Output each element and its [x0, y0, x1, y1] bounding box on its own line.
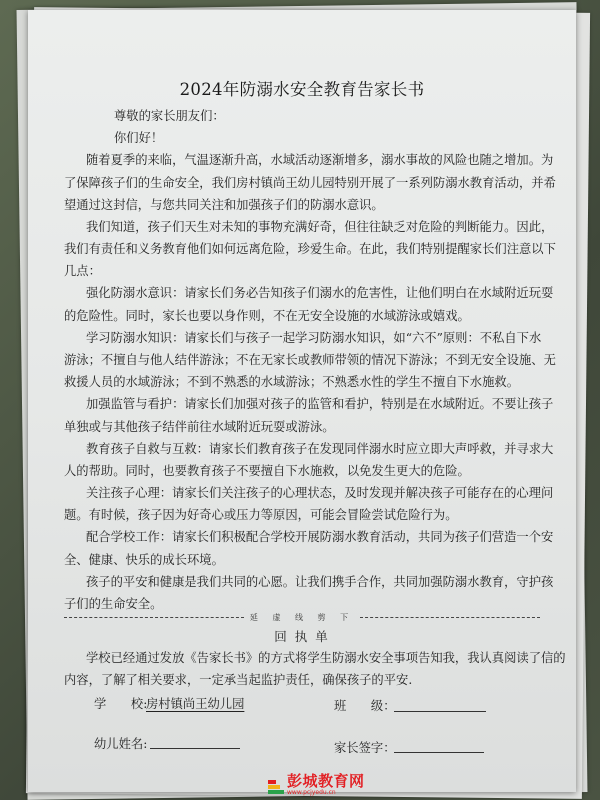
document-body-line: 单独或与其他孩子结伴前往水域附近玩耍或游泳。 — [64, 420, 335, 434]
school-value: 房村镇尚王幼儿园 — [146, 697, 245, 711]
document-body-line: 全、健康、快乐的成长环境。 — [64, 553, 224, 567]
document-body-line: 救援人员的水域游泳；不到不熟悉的水域游泳；不熟悉水性的学生不擅自下水施救。 — [64, 375, 519, 389]
cut-line-dashes-left — [64, 617, 244, 618]
document-body-line: 望通过这封信，与您共同关注和加强孩子们的防溺水意识。 — [64, 198, 384, 212]
receipt-title: 回 执 单 — [274, 629, 330, 644]
document-body-line: 题。有时候，孩子因为好奇心或压力等原因，可能会冒险尝试危险行为。 — [64, 508, 458, 522]
document-body-line: 的危险性。同时，家长也要以身作则，不在无安全设施的水域游泳或嬉戏。 — [64, 309, 470, 323]
child-name-label: 幼儿姓名: — [94, 737, 148, 751]
document-body-line: 游泳；不擅自与他人结伴游泳；不在无家长或教师带领的情况下游泳；不到无安全设施、无 — [64, 353, 556, 367]
document-body-line: 人的帮助。同时，也要教育孩子不要擅自下水施救，以免发生更大的危险。 — [64, 464, 470, 478]
watermark-url: www.pcjyedu.cn — [287, 789, 336, 796]
document-body-line: 你们好！ — [114, 131, 164, 145]
document-body-line: 我们知道，孩子们天生对未知的事物充满好奇，但往往缺乏对危险的判断能力。因此， — [86, 220, 554, 234]
document-body-line: 学习防溺水知识：请家长们与孩子一起学习防溺水知识，如“六不”原则：不私自下水 — [86, 331, 542, 345]
watermark-logo-bar — [268, 790, 284, 794]
site-watermark — [268, 772, 378, 798]
document-title: 2024年防溺水安全教育告家长书 — [179, 80, 425, 99]
class-input-line[interactable] — [394, 711, 486, 712]
cut-line — [64, 609, 540, 625]
watermark-text — [287, 774, 365, 796]
document-body-line: 几点： — [64, 264, 101, 278]
document-body-line: 子们的生命安全。 — [64, 597, 163, 611]
watermark-logo-bar — [268, 780, 276, 784]
notice-paper — [28, 10, 576, 792]
document-body-line: 我们有责任和义务教育他们如何远离危险，珍爱生命。在此，我们特别提醒家长们注意以下 — [64, 242, 556, 256]
document-body-line: 随着夏季的来临，气温逐渐升高，水域活动逐渐增多，溺水事故的风险也随之增加。为 — [86, 153, 554, 167]
document-body-line: 配合学校工作：请家长们积极配合学校开展防溺水教育活动，共同为孩子们营造一个安 — [86, 530, 554, 544]
receipt-text-line: 内容，了解了相关要求，一定承当起监护责任，确保孩子的平安. — [64, 673, 413, 687]
cut-line-label: 延 虚 线 剪 下 — [249, 612, 355, 622]
document-body-line: 尊敬的家长朋友们： — [114, 109, 225, 123]
receipt-text-line: 学校已经通过发放《告家长书》的方式将学生防溺水安全事项告知我，我认真阅读了信的 — [86, 651, 566, 665]
document-body-line: 强化防溺水意识：请家长们务必告知孩子们溺水的危害性，让他们明白在水域附近玩耍 — [86, 286, 554, 300]
school-label: 学 校: — [94, 697, 148, 711]
document-body-line: 关注孩子心理：请家长们关注孩子的心理状态，及时发现并解决孩子可能存在的心理问 — [86, 486, 554, 500]
parent-signature-label: 家长签字： — [334, 741, 396, 755]
document-body-line: 了保障孩子们的生命安全，我们房村镇尚王幼儿园特别开展了一系列防溺水教育活动，并希 — [64, 176, 556, 190]
parent-signature-input-line[interactable] — [394, 752, 484, 753]
document-body-line: 加强监管与看护：请家长们加强对孩子的监管和看护，特别是在水域附近。不要让孩子 — [86, 397, 554, 411]
watermark-brand: 彭城教育网 — [287, 772, 365, 790]
child-name-input-line[interactable] — [150, 748, 240, 749]
document-body-line: 孩子的平安和健康是我们共同的心愿。让我们携手合作，共同加强防溺水教育，守护孩 — [86, 575, 554, 589]
cut-line-dashes-right — [360, 617, 540, 618]
watermark-logo-bar — [268, 785, 280, 789]
document-body-line: 教育孩子自救与互救：请家长们教育孩子在发现同伴溺水时应立即大声呼救，并寻求大 — [86, 442, 554, 456]
watermark-logo-icon — [268, 776, 284, 794]
class-label: 班 级： — [334, 699, 396, 713]
